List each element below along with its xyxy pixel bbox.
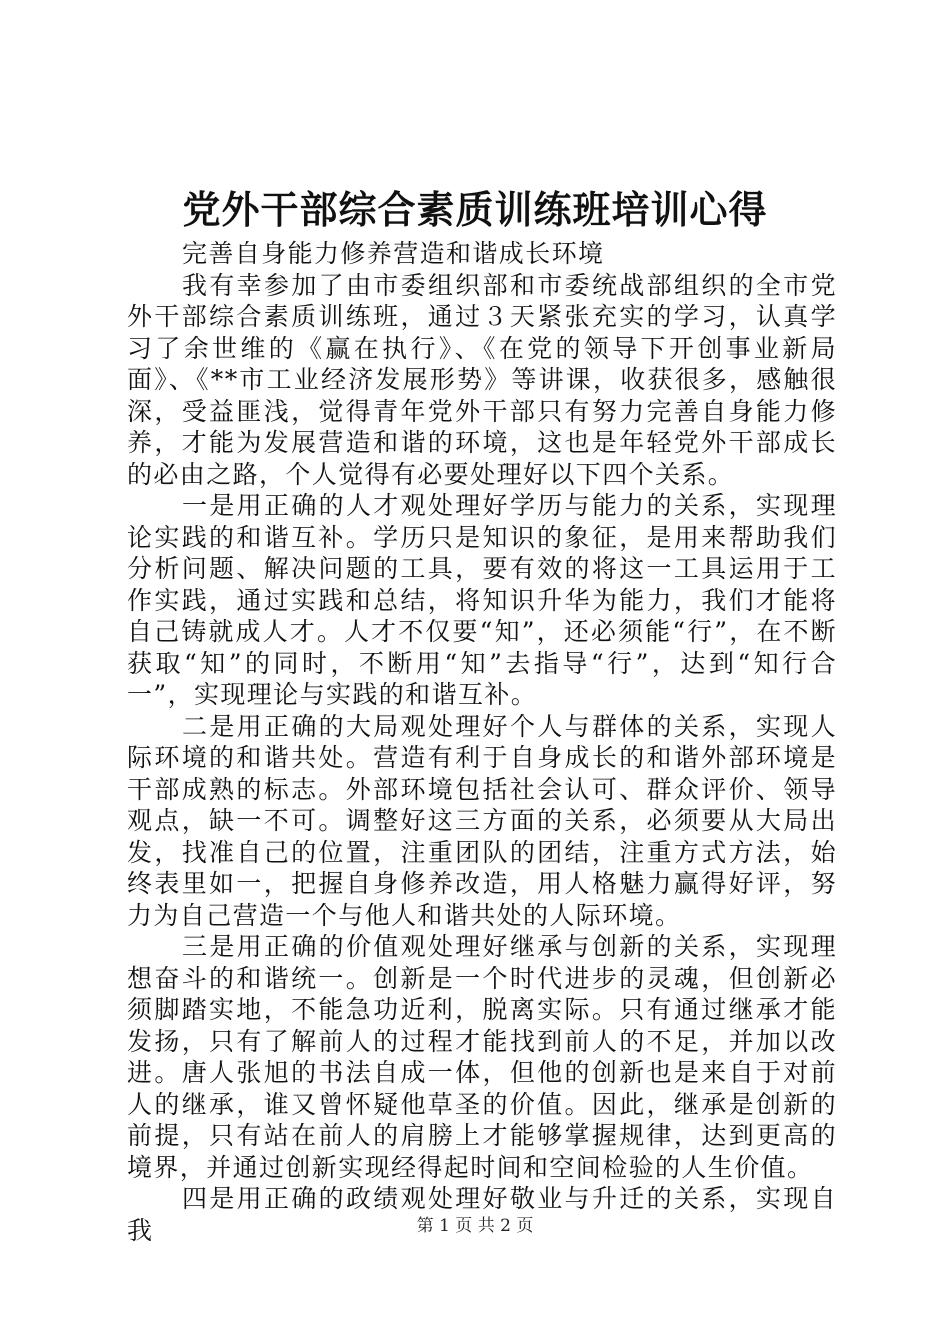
page-number-footer: 第 1 页 共 2 页 bbox=[416, 1216, 534, 1236]
point-one-paragraph: 一是用正确的人才观处理好学历与能力的关系，实现理论实践的和谐互补。学历只是知识的象征，是用来帮助我们分析问题、解决问题的工具，要有效的将这一工具运用于工作实践，通过实践和总结，将知识升华为能力，我们才能将自己铸就成人才。人才不仅要“知”，还必须能“行”，在不断获取“知”的同时，不断用“知”去指导“行”，达到“知行合一”，实现理论与实践的和谐互补。 bbox=[127, 491, 837, 709]
point-four-paragraph: 四是用正确的政绩观处理好敬业与升迁的关系，实现自我 bbox=[127, 1184, 837, 1245]
document-body bbox=[127, 238, 837, 1246]
point-three-paragraph: 三是用正确的价值观处理好继承与创新的关系，实现理想奋斗的和谐统一。创新是一个时代进步的灵魂，但创新必须脚踏实地，不能急功近利，脱离实际。只有通过继承才能发扬，只有了解前人的过程才能找到前人的不足，并加以改进。唐人张旭的书法自成一体，但他的创新也是来自于对前人的继承，谁又曾怀疑他草圣的价值。因此，继承是创新的前提，只有站在前人的肩膀上才能够掌握规律，达到更高的境界，并通过创新实现经得起时间和空间检验的人生价值。 bbox=[127, 932, 837, 1182]
intro-paragraph: 我有幸参加了由市委组织部和市委统战部组织的全市党外干部综合素质训练班，通过３天紧张充实的学习，认真学习了余世维的《赢在执行》、《在党的领导下开创事业新局面》、《**市工业经济发展形势》等讲课，收获很多，感触很深，受益匪浅，觉得青年党外干部只有努力完善自身能力修养，才能为发展营造和谐的环境，这也是年轻党外干部成长的必由之路，个人觉得有必要处理好以下四个关系。 bbox=[127, 270, 837, 489]
document-title: 党外干部综合素质训练班培训心得 bbox=[182, 188, 768, 232]
subtitle-paragraph: 完善自身能力修养营造和谐成长环境 bbox=[182, 239, 605, 268]
point-two-paragraph: 二是用正确的大局观处理好个人与群体的关系，实现人际环境的和谐共处。营造有利于自身成长的和谐外部环境是干部成熟的标志。外部环境包括社会认可、群众评价、领导观点，缺一不可。调整好这三方面的关系，必须要从大局出发，找准自己的位置，注重团队的团结，注重方式方法，始终表里如一，把握自身修养改造，用人格魅力赢得好评，努力为自己营造一个与他人和谐共处的人际环境。 bbox=[127, 711, 837, 930]
